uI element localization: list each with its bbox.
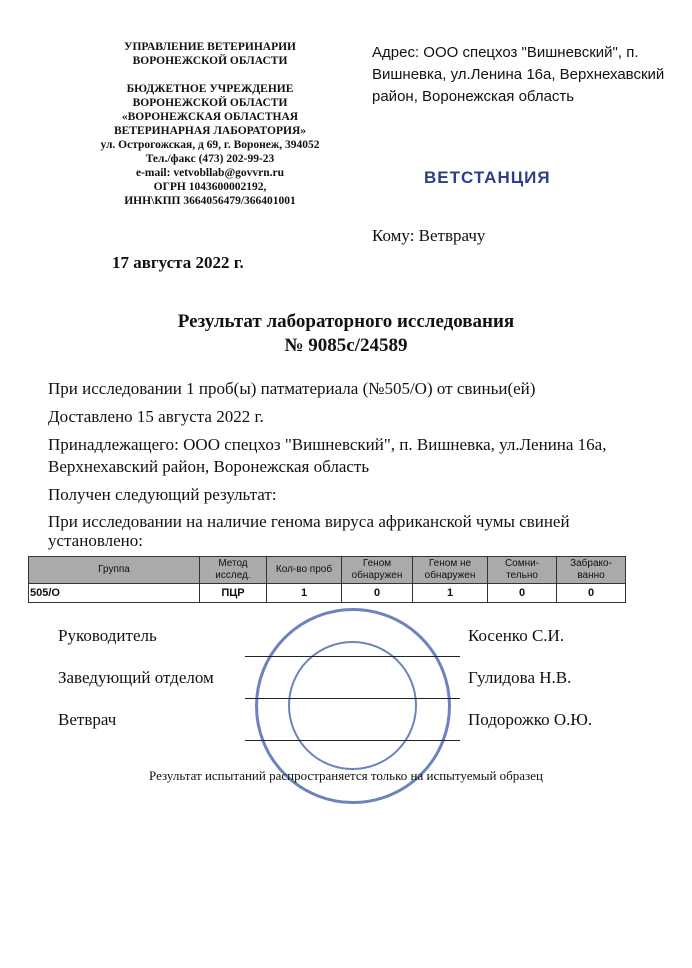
header-line: ВОРОНЕЖСКОЙ ОБЛАСТИ [132, 97, 288, 109]
header-line: БЮДЖЕТНОЕ УЧРЕЖДЕНИЕ [126, 83, 294, 95]
title-text: Результат лабораторного исследования [177, 311, 515, 332]
document-number: № 9085с/24589 [284, 335, 408, 356]
document-date: 17 августа 2022 г. [112, 253, 244, 272]
results-table [28, 556, 626, 603]
col-header: Группа [29, 557, 200, 584]
body-line: Принадлежащего: ООО спецхоз "Вишневский", п. Вишневка, ул.Ленина 16а, Верхнехавский район, Воронежская область [48, 435, 607, 476]
header-line: e-mail: vetvobllab@govvrn.ru [135, 167, 285, 179]
header-line: ВОРОНЕЖСКОЙ ОБЛАСТИ [132, 55, 288, 67]
signature-role: Заведующий отделом [58, 668, 214, 687]
signature-role: Ветврач [58, 710, 117, 729]
recipient-address: Адрес: ООО спецхоз "Вишневский", п. Вишневка, ул.Ленина 16а, Верхнехавский район, Воронежская область [372, 44, 665, 105]
recipient: Кому: Ветврачу [372, 226, 486, 245]
col-header: Сомни-тельно [488, 557, 557, 584]
body-line: Получен следующий результат: [48, 485, 277, 504]
vetstation-stamp: ВЕТСТАНЦИЯ [424, 168, 551, 187]
document-title [0, 310, 692, 358]
signature-role: Руководитель [58, 626, 157, 645]
body-line: Доставлено 15 августа 2022 г. [48, 407, 264, 426]
header-line: ИНН\КПП 3664056479/366401001 [124, 195, 296, 207]
cell: 1 [267, 584, 342, 603]
header-line: «ВОРОНЕЖСКАЯ ОБЛАСТНАЯ [121, 111, 299, 123]
signature-line [245, 698, 460, 699]
header-line: ОГРН 1043600002192, [153, 181, 267, 193]
table-row [29, 584, 626, 603]
body-line: При исследовании 1 проб(ы) патматериала (№505/О) от свиньи(ей) [48, 379, 536, 398]
signature-line [245, 656, 460, 657]
header-line: ВЕТЕРИНАРНАЯ ЛАБОРАТОРИЯ» [113, 125, 307, 137]
header-line: ул. Острогожская, д 69, г. Воронеж, 394052 [100, 139, 320, 151]
body-line: При исследовании на наличие генома вируса африканской чумы свиней установлено: [48, 512, 570, 550]
col-header: Забрако-ванно [557, 557, 626, 584]
signature-line [245, 740, 460, 741]
document-body [48, 378, 668, 556]
cell: ПЦР [200, 584, 267, 603]
col-header: Метод исслед. [200, 557, 267, 584]
signature-name: Косенко С.И. [468, 626, 565, 645]
col-header: Геном не обнаружен [413, 557, 488, 584]
signature-name: Гулидова Н.В. [468, 668, 572, 687]
lab-header [60, 40, 360, 208]
footer-note: Результат испытаний распространяется только на испытуемый образец [149, 768, 543, 783]
col-header: Кол-во проб [267, 557, 342, 584]
cell: 0 [488, 584, 557, 603]
signature-name: Подорожко О.Ю. [468, 710, 593, 729]
header-line: Тел./факс (473) 202-99-23 [145, 153, 275, 165]
cell: 1 [413, 584, 488, 603]
col-header: Геном обнаружен [342, 557, 413, 584]
cell: 0 [557, 584, 626, 603]
cell: 505/О [29, 584, 200, 603]
header-line: УПРАВЛЕНИЕ ВЕТЕРИНАРИИ [124, 41, 296, 53]
cell: 0 [342, 584, 413, 603]
